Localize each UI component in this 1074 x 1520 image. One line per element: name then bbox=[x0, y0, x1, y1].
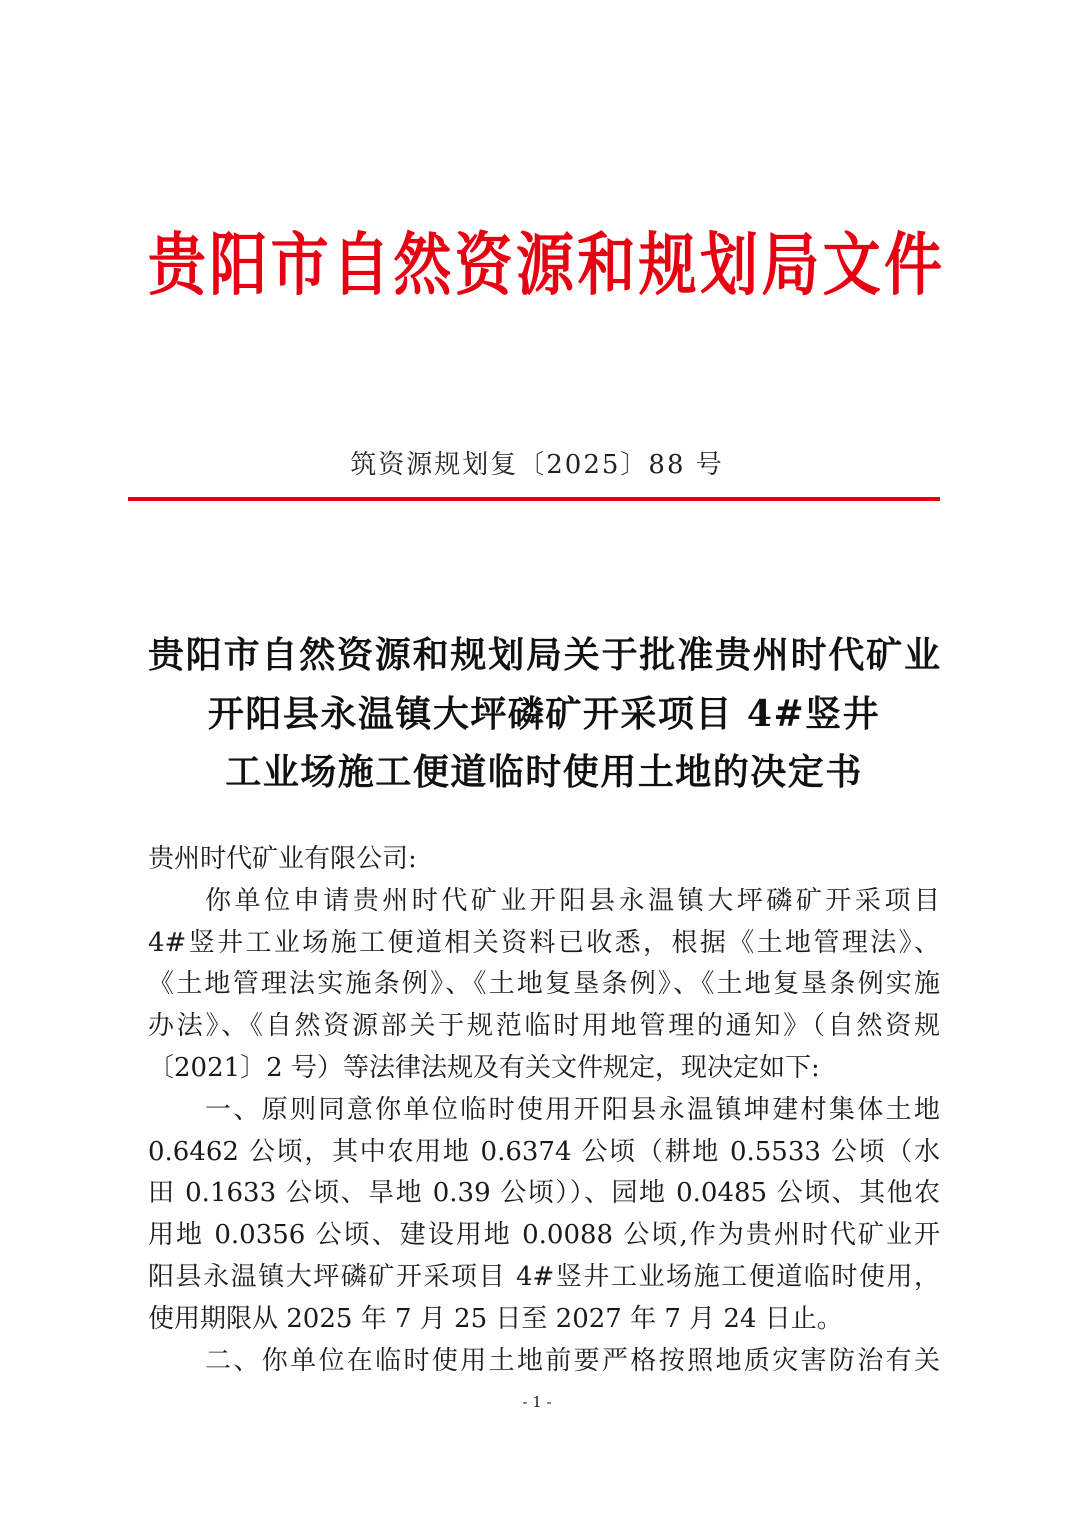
body-line: 0.6462 公顷，其中农用地 0.6374 公顷（耕地 0.5533 公顷（水 bbox=[148, 1136, 940, 1167]
body-line: 《土地管理法实施条例》、《土地复垦条例》、《土地复垦条例实施 bbox=[148, 969, 940, 1000]
body-line: 用地 0.0356 公顷、建设用地 0.0088 公顷,作为贵州时代矿业开 bbox=[148, 1220, 940, 1251]
document-masthead: 贵阳市自然资源和规划局文件 bbox=[148, 224, 942, 306]
document-title bbox=[148, 626, 940, 802]
page-number: - 1 - bbox=[522, 1393, 552, 1411]
body-line: 办法》、《自然资源部关于规范临时用地管理的通知》（自然资规 bbox=[148, 1011, 940, 1042]
body-line: 阳县永温镇大坪磷矿开采项目 4#竖井工业场施工便道临时使用， bbox=[148, 1261, 940, 1292]
body-line: 4#竖井工业场施工便道相关资料已收悉，根据《土地管理法》、 bbox=[148, 927, 940, 958]
salutation: 贵州时代矿业有限公司: bbox=[148, 844, 417, 874]
title-line-2: 开阳县永温镇大坪磷矿开采项目 4#竖井 bbox=[207, 692, 881, 735]
red-divider-line bbox=[128, 497, 940, 501]
title-line-3: 工业场施工便道临时使用土地的决定书 bbox=[225, 751, 863, 793]
body-line: 使用期限从 2025 年 7 月 25 日至 2027 年 7 月 24 日止。 bbox=[148, 1303, 843, 1334]
document-number: 筑资源规划复〔2025〕88 号 bbox=[350, 450, 724, 480]
body-line: 田 0.1633 公顷、旱地 0.39 公顷））、园地 0.0485 公顷、其他农 bbox=[148, 1178, 940, 1209]
title-line-1: 贵阳市自然资源和规划局关于批准贵州时代矿业 bbox=[148, 634, 940, 676]
body-line: 〔2021〕2 号）等法律法规及有关文件规定，现决定如下: bbox=[148, 1052, 820, 1083]
body-line: 一、原则同意你单位临时使用开阳县永温镇坤建村集体土地 bbox=[205, 1094, 940, 1125]
document-body bbox=[148, 839, 940, 1382]
body-line: 你单位申请贵州时代矿业开阳县永温镇大坪磷矿开采项目 bbox=[205, 885, 940, 916]
body-line: 二、你单位在临时使用土地前要严格按照地质灾害防治有关 bbox=[205, 1345, 940, 1376]
